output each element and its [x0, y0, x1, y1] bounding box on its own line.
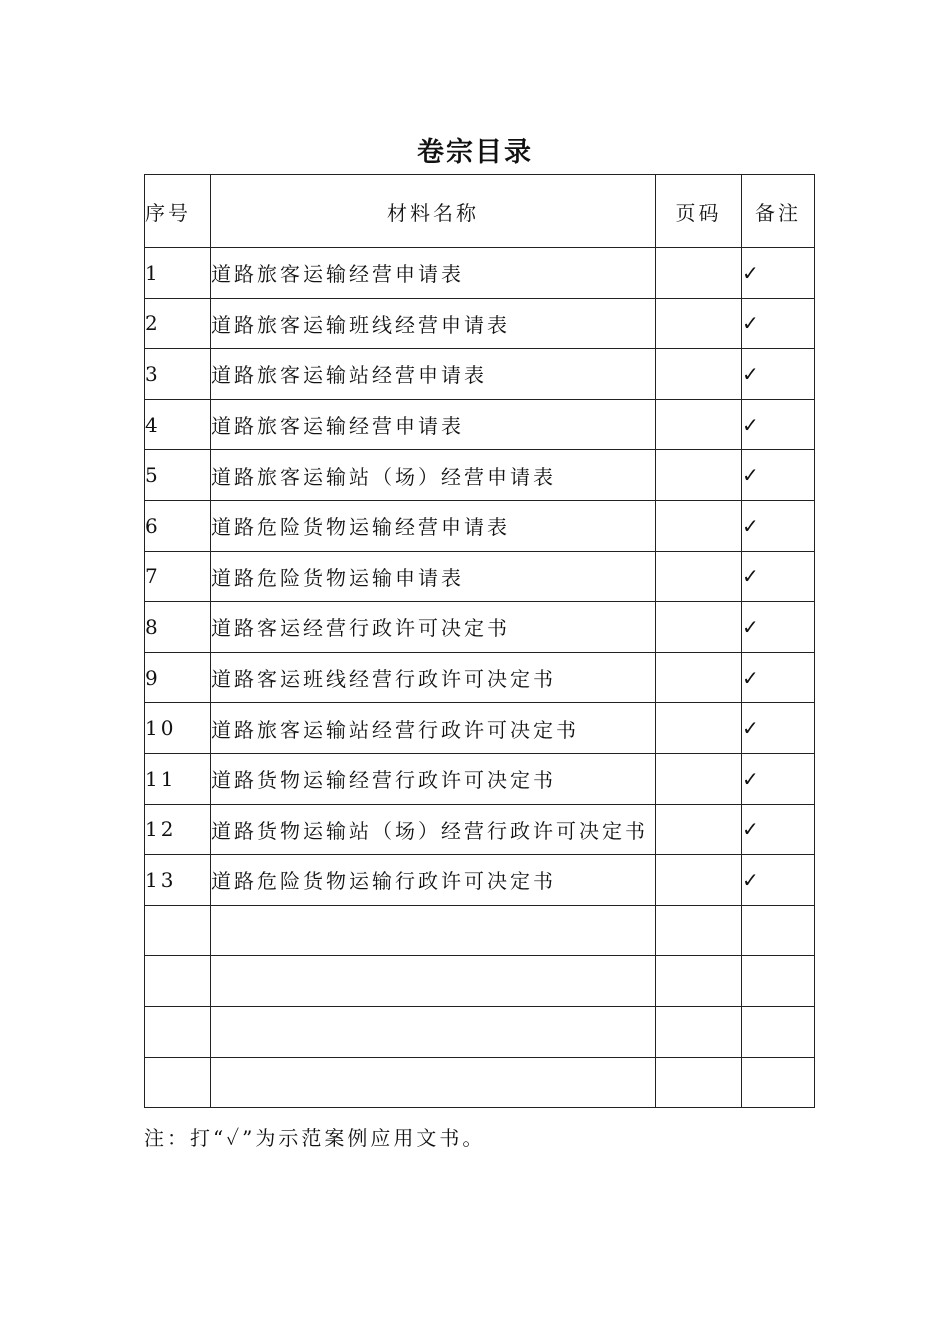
row-material-name: 道路货物运输站（场）经营行政许可决定书: [211, 804, 656, 855]
table-row: [145, 248, 815, 299]
row-page: [656, 1006, 742, 1057]
row-remark: ✓: [742, 248, 815, 299]
row-material-name: [211, 905, 656, 956]
row-material-name: [211, 1006, 656, 1057]
table-row: [145, 450, 815, 501]
page-title: 卷宗目录: [417, 137, 533, 168]
table-row: [145, 956, 815, 1007]
table-row: [145, 399, 815, 450]
row-number: 6: [145, 500, 211, 551]
catalog-table: [144, 174, 815, 1108]
row-page: [656, 399, 742, 450]
row-remark: ✓: [742, 753, 815, 804]
row-page: [656, 652, 742, 703]
row-material-name: 道路旅客运输经营申请表: [211, 399, 656, 450]
row-page: [656, 602, 742, 653]
header-material-name: 材料名称: [211, 175, 656, 248]
row-remark: ✓: [742, 652, 815, 703]
row-number: [145, 956, 211, 1007]
row-remark: ✓: [742, 349, 815, 400]
row-material-name: 道路旅客运输站（场）经营申请表: [211, 450, 656, 501]
row-page: [656, 804, 742, 855]
table-row: [145, 551, 815, 602]
table-row: [145, 349, 815, 400]
table-row: [145, 905, 815, 956]
table-row: [145, 753, 815, 804]
table-row: [145, 1006, 815, 1057]
row-page: [656, 753, 742, 804]
row-remark: [742, 1057, 815, 1108]
row-material-name: 道路货物运输经营行政许可决定书: [211, 753, 656, 804]
row-number: 4: [145, 399, 211, 450]
row-material-name: 道路危险货物运输行政许可决定书: [211, 855, 656, 906]
row-number: 2: [145, 298, 211, 349]
row-page: [656, 450, 742, 501]
row-page: [656, 703, 742, 754]
row-number: 11: [145, 753, 211, 804]
row-number: 10: [145, 703, 211, 754]
row-page: [656, 349, 742, 400]
row-remark: ✓: [742, 399, 815, 450]
row-remark: ✓: [742, 551, 815, 602]
row-number: 13: [145, 855, 211, 906]
table-row: [145, 652, 815, 703]
row-number: 7: [145, 551, 211, 602]
table-row: [145, 298, 815, 349]
row-number: 12: [145, 804, 211, 855]
table-row: [145, 602, 815, 653]
row-material-name: 道路客运经营行政许可决定书: [211, 602, 656, 653]
table-row: [145, 500, 815, 551]
row-page: [656, 905, 742, 956]
row-number: [145, 1006, 211, 1057]
table-row: [145, 703, 815, 754]
row-remark: ✓: [742, 804, 815, 855]
row-number: 8: [145, 602, 211, 653]
row-page: [656, 500, 742, 551]
row-remark: ✓: [742, 703, 815, 754]
header-remark: 备注: [742, 175, 815, 248]
row-remark: [742, 905, 815, 956]
footnote: 注：打“✓”为示范案例应用文书。: [144, 1126, 486, 1150]
row-number: 1: [145, 248, 211, 299]
row-number: 3: [145, 349, 211, 400]
row-material-name: 道路危险货物运输申请表: [211, 551, 656, 602]
row-page: [656, 248, 742, 299]
row-remark: ✓: [742, 500, 815, 551]
row-number: 5: [145, 450, 211, 501]
table-row: [145, 1057, 815, 1108]
row-material-name: 道路旅客运输经营申请表: [211, 248, 656, 299]
row-page: [656, 298, 742, 349]
row-remark: [742, 1006, 815, 1057]
row-number: 9: [145, 652, 211, 703]
row-remark: ✓: [742, 298, 815, 349]
table-header-row: [145, 175, 815, 248]
table-body: [145, 248, 815, 1108]
row-material-name: 道路旅客运输站经营申请表: [211, 349, 656, 400]
row-material-name: 道路旅客运输站经营行政许可决定书: [211, 703, 656, 754]
row-material-name: 道路旅客运输班线经营申请表: [211, 298, 656, 349]
row-remark: ✓: [742, 855, 815, 906]
row-page: [656, 1057, 742, 1108]
row-page: [656, 551, 742, 602]
table-row: [145, 855, 815, 906]
row-material-name: [211, 956, 656, 1007]
row-remark: ✓: [742, 450, 815, 501]
header-seq: 序号: [145, 175, 211, 248]
row-material-name: 道路客运班线经营行政许可决定书: [211, 652, 656, 703]
row-material-name: 道路危险货物运输经营申请表: [211, 500, 656, 551]
row-remark: [742, 956, 815, 1007]
row-number: [145, 905, 211, 956]
header-page: 页码: [656, 175, 742, 248]
row-number: [145, 1057, 211, 1108]
row-page: [656, 956, 742, 1007]
table-row: [145, 804, 815, 855]
row-page: [656, 855, 742, 906]
row-remark: ✓: [742, 602, 815, 653]
row-material-name: [211, 1057, 656, 1108]
